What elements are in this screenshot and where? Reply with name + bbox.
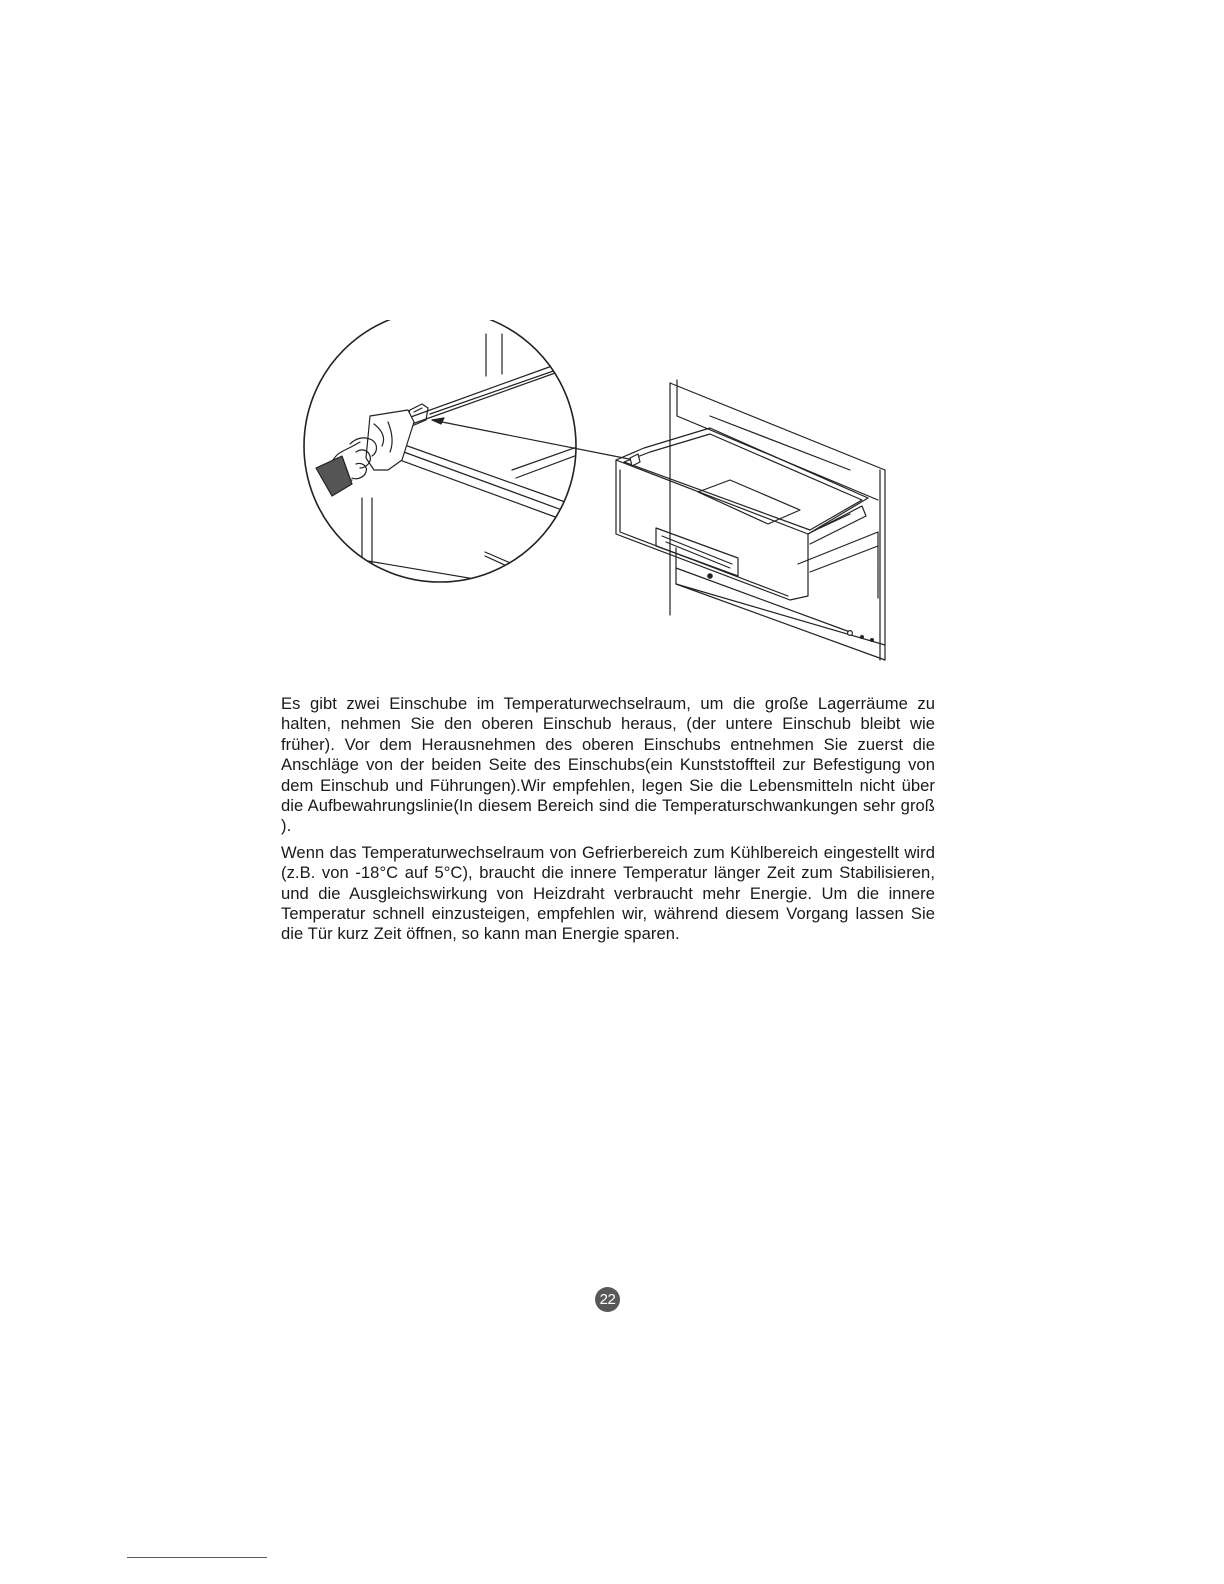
page-number-badge: 22	[595, 1287, 620, 1312]
paragraph-temperature-change: Wenn das Temperaturwechselraum von Gefrierbereich zum Kühlbereich eingestellt wird (z.B. von -18°C auf 5°C), braucht die innere Temperatur länger Zeit zum Stabilisieren, und die Ausgleichswirkung von Heizdraht verbraucht mehr Energie. Um die innere Temperatur schnell einzusteigen, empfehlen wir, während diesem Vorgang lassen Sie die Tür kurz Zeit öffnen, so kann man Energie sparen.	[281, 842, 935, 944]
instruction-text	[281, 694, 935, 951]
drawer-removal-illustration	[290, 320, 900, 670]
drawer-unit	[616, 380, 885, 660]
footnote-divider	[127, 1557, 267, 1558]
paragraph-drawer-removal: Es gibt zwei Einschube im Temperaturwechselraum, um die große Lagerräume zu halten, nehmen Sie den oberen Einschub heraus, (der untere Einschub bleibt wie früher). Vor dem Herausnehmen des oberen Einschubs entnehmen Sie zuerst die Anschläge von der beiden Seite des Einschubs(ein Kunststoffteil zur Befestigung von dem Einschub und Führungen).Wir empfehlen, legen Sie die Lebensmitteln nicht über die Aufbewahrungslinie(In diesem Bereich sind die Temperaturschwankungen sehr groß ).	[281, 694, 935, 836]
detail-magnifier	[304, 320, 580, 590]
pointer-arrow	[432, 418, 634, 460]
